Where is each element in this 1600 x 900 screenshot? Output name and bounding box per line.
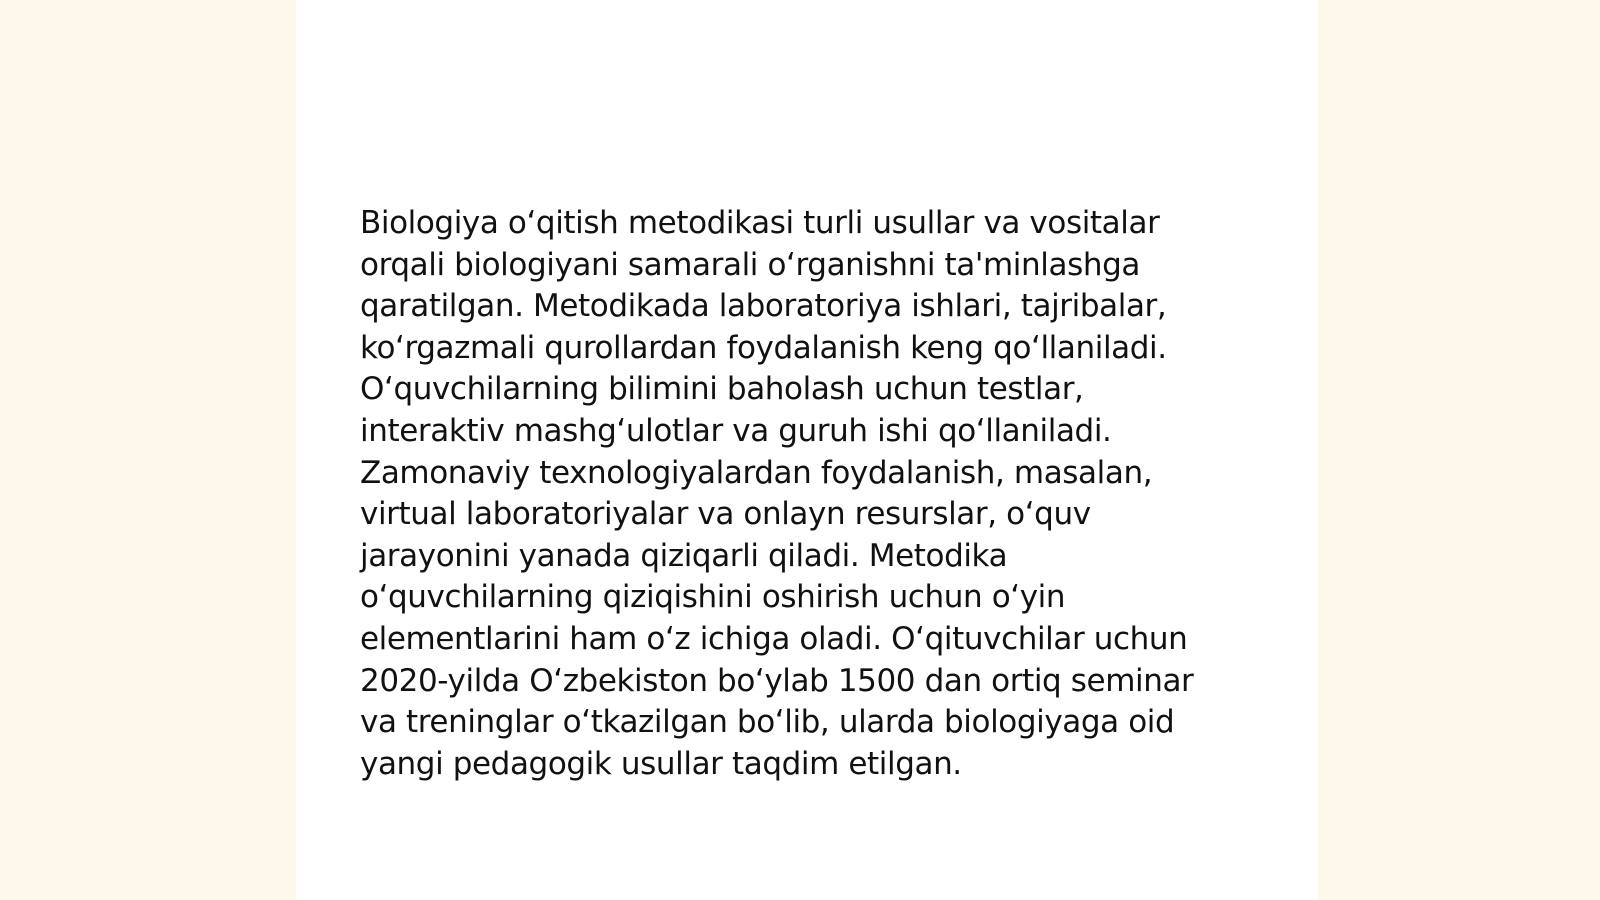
paragraph-line: Biologiya oʻqitish metodikasi turli usullar va vositalar bbox=[360, 205, 1160, 241]
paragraph-line: qaratilgan. Metodikada laboratoriya ishlari, tajribalar, bbox=[360, 288, 1167, 325]
paragraph-line: oʻquvchilarning qiziqishini oshirish uchun oʻyin bbox=[360, 579, 1066, 616]
paragraph-line: va treninglar oʻtkazilgan boʻlib, ularda biologiyaga oid bbox=[360, 704, 1175, 741]
paragraph-line: Oʻquvchilarning bilimini baholash uchun testlar, bbox=[360, 371, 1084, 408]
paragraph-line: jarayonini yanada qiziqarli qiladi. Metodika bbox=[360, 537, 1008, 574]
paragraph-line: elementlarini ham oʻz ichiga oladi. Oʻqituvchilar uchun bbox=[360, 620, 1188, 657]
paragraph-line: orqali biologiyani samarali oʻrganishni ta'minlashga bbox=[360, 246, 1140, 283]
document-page bbox=[296, 0, 1318, 900]
paragraph-line: yangi pedagogik usullar taqdim etilgan. bbox=[360, 745, 962, 782]
paragraph-line: interaktiv mashgʻulotlar va guruh ishi qoʻllaniladi. bbox=[360, 412, 1112, 449]
paragraph-line: Zamonaviy texnologiyalardan foydalanish, masalan, bbox=[360, 454, 1153, 491]
body-paragraph bbox=[360, 203, 1260, 785]
paragraph-line: virtual laboratoriyalar va onlayn resurslar, oʻquv bbox=[360, 496, 1091, 533]
paragraph-line: 2020-yilda Oʻzbekiston boʻylab 1500 dan ortiq seminar bbox=[360, 662, 1194, 699]
paragraph-line: koʻrgazmali qurollardan foydalanish keng qoʻllaniladi. bbox=[360, 329, 1167, 366]
